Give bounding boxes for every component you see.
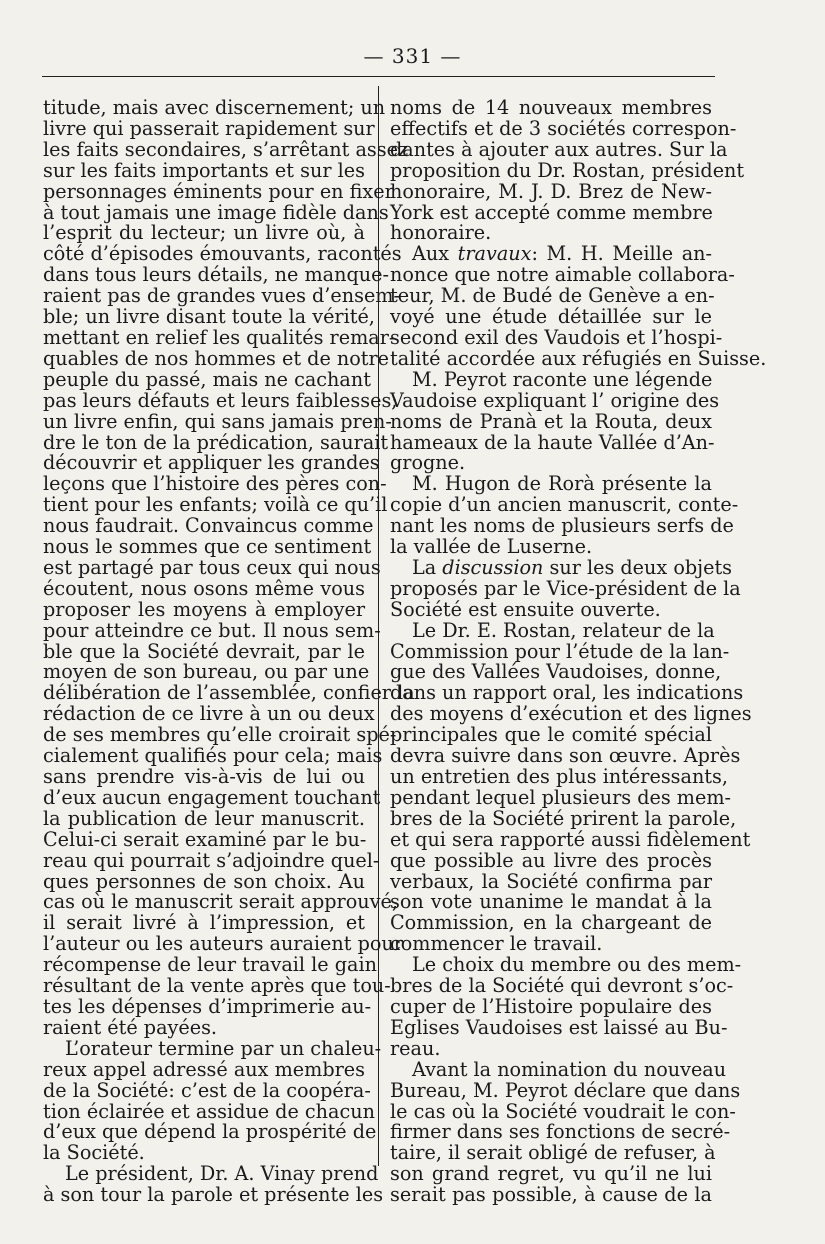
header-rule: [42, 76, 715, 77]
text-line: Eglises Vaudoises est laissé au Bu-: [390, 1015, 728, 1039]
text-line: tion éclairée et assidue de chacun: [43, 1099, 375, 1123]
text-line: résultant de la vente après que tou-: [43, 974, 391, 998]
text-line: bres de la Société qui devront s’oc-: [390, 974, 734, 998]
text-line: d’eux que dépend la prospérité de: [43, 1120, 377, 1144]
text-line: cialement qualifiés pour cela; mais: [43, 744, 383, 768]
text-line: peuple du passé, mais ne cachant: [43, 367, 371, 391]
text-line: verbaux, la Société confirma par: [390, 869, 712, 893]
text-line: pas leurs défauts et leurs faiblesses;: [43, 388, 398, 412]
text-line: Le président, Dr. A. Vinay prend: [65, 1162, 379, 1186]
text-line: serait pas possible, à cause de la: [390, 1183, 712, 1207]
text-line: personnages éminents pour en fixer: [43, 179, 394, 203]
text-line: reux appel adressé aux membres: [43, 1057, 365, 1081]
text-line: quables de nos hommes et de notre: [43, 346, 390, 370]
text-line: [390, 555, 733, 579]
text-line: l’esprit du lecteur; un livre où, à: [43, 221, 365, 245]
text-line: taire, il serait obligé de refuser, à: [390, 1141, 716, 1165]
text-line: les faits secondaires, s’arrêtant assez: [43, 137, 409, 161]
text-line: tient pour les enfants; voilà ce qu’il: [43, 493, 388, 517]
text-line: noms de 14 nouveaux membres: [390, 96, 712, 119]
text-line: honoraire, M. J. D. Brez de New-: [390, 179, 712, 203]
italic-term: discussion: [442, 555, 544, 579]
text-line: de ses membres qu’elle croirait spé-: [43, 723, 397, 747]
text-line: nonce que notre aimable collabora-: [390, 263, 735, 287]
text-line: Vaudoise expliquant l’ origine des: [390, 388, 720, 412]
text-line: Bureau, M. Peyrot déclare que dans: [390, 1078, 741, 1102]
text-line: hameaux de la haute Vallée d’An-: [390, 430, 715, 454]
text-line: mettant en relief les qualités remar-: [43, 325, 396, 349]
text-line: reau qui pourrait s’adjoindre quel-: [43, 848, 380, 872]
text-line: proposition du Dr. Rostan, président: [390, 158, 745, 182]
text-line: honoraire.: [390, 221, 492, 245]
text-line: sans prendre vis-à-vis de lui ou: [43, 765, 365, 788]
text-line: rédaction de ce livre à un ou deux: [43, 702, 375, 726]
text-line: nous le sommes que ce sentiment: [43, 535, 372, 559]
text-line: dantes à ajouter aux autres. Sur la: [390, 137, 728, 161]
text-line: sur les faits importants et sur les: [43, 158, 365, 182]
text-line: un entretien des plus intéressants,: [390, 765, 728, 788]
text-line: copie d’un ancien manuscrit, conte-: [390, 493, 739, 517]
text-line: voyé une étude détaillée sur le: [390, 305, 712, 329]
text-line: Le choix du membre ou des mem-: [412, 953, 742, 977]
text-line: découvrir et appliquer les grandes: [43, 451, 380, 475]
text-line: la publication de leur manuscrit.: [43, 806, 365, 830]
text-line: teur, M. de Budé de Genève a en-: [390, 284, 715, 308]
text-line: et qui sera rapporté aussi fidèlement: [390, 827, 751, 851]
text-line: Société est ensuite ouverte.: [390, 597, 661, 621]
text-line: effectifs et de 3 sociétés correspon-: [390, 116, 737, 140]
text-line: Avant la nomination du nouveau: [412, 1057, 727, 1081]
text-line: dre le ton de la prédication, saurait: [43, 430, 389, 454]
text-line: devra suivre dans son œuvre. Après: [390, 744, 741, 768]
text-line: dans un rapport oral, les indications: [390, 681, 744, 705]
text-line: M. Hugon de Rorà présente la: [412, 472, 712, 496]
text-line: Commission, en la chargeant de: [390, 911, 712, 935]
text-line-rest: : M. H. Meille an-: [531, 242, 712, 266]
text-line: proposer les moyens à employer: [43, 597, 365, 621]
text-line: la vallée de Luserne.: [390, 535, 593, 559]
text-line: son grand regret, vu qu’il ne lui: [390, 1162, 712, 1186]
left-column: [43, 96, 415, 1207]
text-line: ble; un livre disant toute la vérité,: [43, 305, 375, 329]
text-line: principales que le comité spécial: [390, 723, 712, 747]
text-line: cuper de l’Histoire populaire des: [390, 994, 712, 1018]
text-line: tes les dépenses d’imprimerie au-: [43, 994, 372, 1018]
text-line: à tout jamais une image fidèle dans: [43, 200, 389, 224]
text-line: grogne.: [390, 451, 466, 475]
text-line: des moyens d’exécution et des lignes: [390, 702, 752, 726]
text-line: nous faudrait. Convaincus comme: [43, 514, 374, 538]
italic-term: travaux: [457, 242, 532, 266]
text-line: le cas où la Société voudrait le con-: [390, 1099, 736, 1123]
text-line-rest: sur les deux objets: [543, 555, 733, 579]
text-line: est partagé par tous ceux qui nous: [43, 555, 381, 579]
text-line: reau.: [390, 1036, 441, 1060]
text-line: moyen de son bureau, ou par une: [43, 660, 370, 684]
text-line: dans tous leurs détails, ne manque-: [43, 263, 389, 287]
text-line: écoutent, nous osons même vous: [43, 576, 365, 600]
text-line: proposés par le Vice-président de la: [390, 576, 741, 600]
text-line: ble que la Société devrait, par le: [43, 639, 365, 663]
text-line: il serait livré à l’impression, et: [43, 911, 365, 935]
text-line: Celui-ci serait examiné par le bu-: [43, 827, 367, 851]
text-line: pendant lequel plusieurs des mem-: [390, 785, 732, 809]
text-line: nant les noms de plusieurs serfs de: [390, 514, 734, 538]
text-line: que possible au livre des procès: [390, 848, 712, 872]
page-number: — 331 —: [363, 44, 462, 68]
text-line: livre qui passerait rapidement sur: [43, 116, 375, 140]
text-line: Commission pour l’étude de la lan-: [390, 639, 730, 663]
text-line: gue des Vallées Vaudoises, donne,: [390, 660, 722, 684]
text-line: leçons que l’histoire des pères con-: [43, 472, 387, 496]
text-line: firmer dans ses fonctions de secré-: [390, 1120, 731, 1144]
text-line: titude, mais avec discernement; un: [43, 96, 386, 119]
right-column: [390, 96, 767, 1207]
text-line: récompense de leur travail le gain: [43, 953, 377, 977]
text-line: son vote unanime le mandat à la: [390, 890, 712, 914]
text-line-lead: La: [412, 555, 443, 579]
text-line: d’eux aucun engagement touchant: [43, 785, 381, 809]
text-line-lead: Aux: [412, 242, 458, 266]
text-line: l’auteur ou les auteurs auraient pour: [43, 932, 403, 956]
text-line: à son tour la parole et présente les: [43, 1183, 384, 1207]
text-line: second exil des Vaudois et l’hospi-: [390, 325, 723, 349]
text-line: talité accordée aux réfugiés en Suisse.: [390, 346, 767, 370]
text-line: ques personnes de son choix. Au: [43, 869, 365, 893]
text-line: côté d’épisodes émouvants, racontés: [43, 242, 402, 266]
text-line: bres de la Société prirent la parole,: [390, 806, 737, 830]
text-line: raient été payées.: [43, 1015, 218, 1039]
text-line: L’orateur termine par un chaleu-: [65, 1036, 382, 1060]
text-line: cas où le manuscrit serait approuvé,: [43, 890, 398, 914]
text-line: commencer le travail.: [390, 932, 603, 956]
text-line: noms de Pranà et la Routa, deux: [390, 409, 712, 433]
text-line: Le Dr. E. Rostan, relateur de la: [412, 618, 715, 642]
text-line: de la Société: c’est de la coopéra-: [43, 1078, 371, 1102]
text-line: pour atteindre ce but. Il nous sem-: [43, 618, 381, 642]
text-line: raient pas de grandes vues d’ensem-: [43, 284, 400, 308]
text-line: M. Peyrot raconte une légende: [412, 367, 713, 391]
text-line: [390, 244, 712, 265]
text-line: délibération de l’assemblée, confier la: [43, 681, 415, 705]
text-line: la Société.: [43, 1141, 145, 1165]
text-line: un livre enfin, qui sans jamais pren-: [43, 409, 392, 433]
text-line: York est accepté comme membre: [390, 200, 713, 224]
